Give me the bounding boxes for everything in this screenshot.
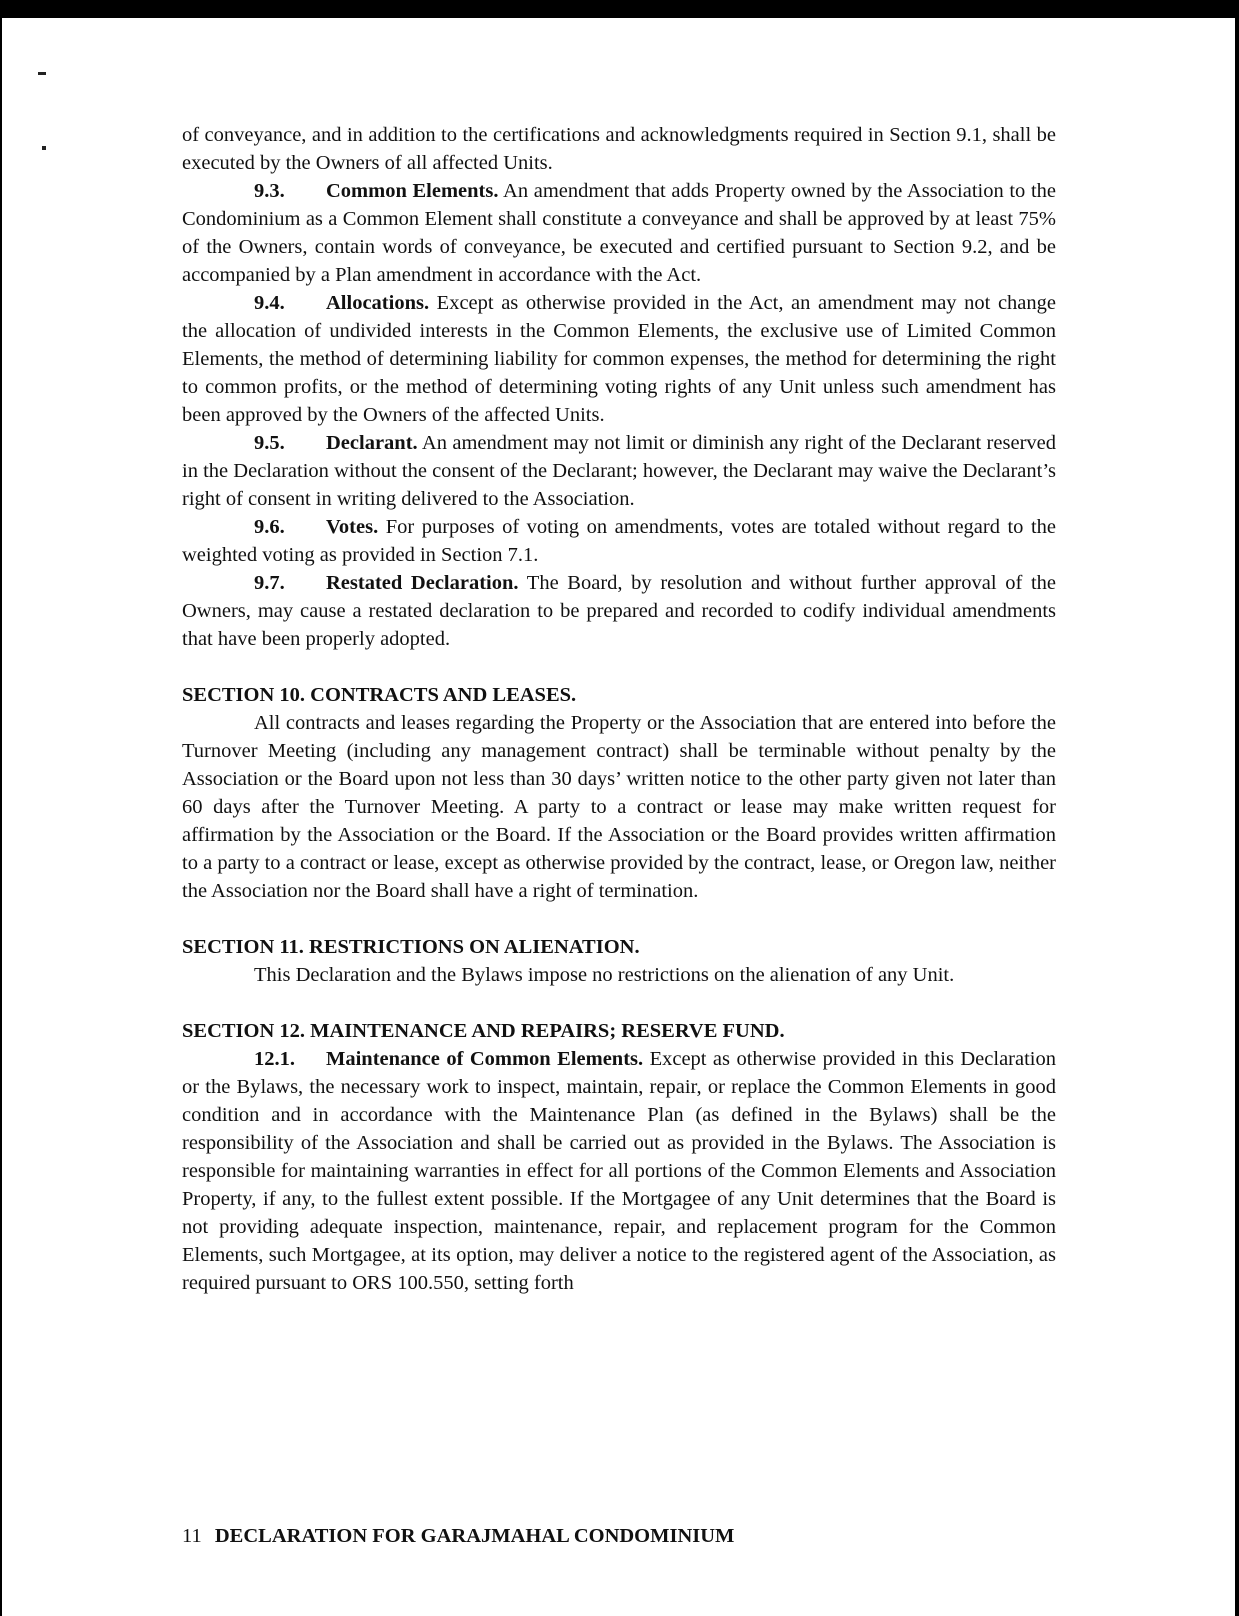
section-number: 9.7. xyxy=(254,572,285,594)
scan-speck xyxy=(38,72,46,75)
section-number: 9.6. xyxy=(254,516,285,538)
scan-top-border xyxy=(0,0,1239,18)
section-9-5 xyxy=(182,429,1056,513)
paragraph-continuation: of conveyance, and in addition to the certifications and acknowledgments required in Section 9.1, shall be executed by the Owners of all affected Units. xyxy=(182,124,1056,174)
document-page xyxy=(182,121,1056,1297)
section-text: The Board, by resolution and without further approval of the Owners, may cause a restated declaration to be prepared and recorded to codify individual amendments that have been properly adopted. xyxy=(182,572,1056,650)
section-number: 12.1. xyxy=(254,1048,295,1070)
scan-left-border xyxy=(0,18,2,1616)
scan-speck xyxy=(42,146,46,150)
section-number: 9.3. xyxy=(254,180,285,202)
section-title: Common Elements. xyxy=(326,180,499,202)
page-footer xyxy=(182,1522,734,1550)
section-11-body: This Declaration and the Bylaws impose no restrictions on the alienation of any Unit. xyxy=(254,964,955,986)
section-title: Declarant. xyxy=(326,432,418,454)
document-title: DECLARATION FOR GARAJMAHAL CONDOMINIUM xyxy=(214,1525,735,1547)
section-title: Maintenance of Common Elements. xyxy=(326,1048,644,1070)
page-number: 11 xyxy=(182,1525,202,1547)
section-12-1 xyxy=(182,1045,1056,1297)
section-11-heading: SECTION 11. RESTRICTIONS ON ALIENATION. xyxy=(182,936,640,958)
section-text: For purposes of voting on amendments, votes are totaled without regard to the weighted voting as provided in Section 7.1. xyxy=(182,516,1056,566)
section-number: 9.4. xyxy=(254,292,285,314)
section-title: Allocations. xyxy=(326,292,430,314)
section-10-body: All contracts and leases regarding the Property or the Association that are entered into before the Turnover Meeting (including any management contract) shall be terminable without penalty by the Association or the Board upon not less than 30 days’ written notice to the other party given not later than 60 days after the Turnover Meeting. A party to a contract or lease may make written request for affirmation by the Association or the Board. If the Association or the Board provides written affirmation to a party to a contract or lease, except as otherwise provided by the contract, lease, or Oregon law, neither the Association nor the Board shall have a right of termination. xyxy=(182,712,1056,902)
section-9-3 xyxy=(182,177,1056,289)
section-title: Restated Declaration. xyxy=(326,572,519,594)
section-text: An amendment may not limit or diminish any right of the Declarant reserved in the Declaration without the consent of the Declarant; however, the Declarant may waive the Declarant’s right of consent in writing delivered to the Association. xyxy=(182,432,1056,510)
section-10-heading: SECTION 10. CONTRACTS AND LEASES. xyxy=(182,684,577,706)
section-9-7 xyxy=(182,569,1056,653)
section-9-4 xyxy=(182,289,1056,429)
section-number: 9.5. xyxy=(254,432,285,454)
section-9-6 xyxy=(182,513,1056,569)
section-text: Except as otherwise provided in this Declaration or the Bylaws, the necessary work to inspect, maintain, repair, or replace the Common Elements in good condition and in accordance with the Maintenance Plan (as defined in the Bylaws) shall be the responsibility of the Association and shall be carried out as provided in the Bylaws. The Association is responsible for maintaining warranties in effect for all portions of the Common Elements and Association Property, if any, to the fullest extent possible. If the Mortgagee of any Unit determines that the Board is not providing adequate inspection, maintenance, repair, and replacement program for the Common Elements, such Mortgagee, at its option, may deliver a notice to the registered agent of the Association, as required pursuant to ORS 100.550, setting forth xyxy=(182,1048,1056,1294)
section-12-heading: SECTION 12. MAINTENANCE AND REPAIRS; RESERVE FUND. xyxy=(182,1020,785,1042)
section-title: Votes. xyxy=(326,516,379,538)
section-text: Except as otherwise provided in the Act, an amendment may not change the allocation of undivided interests in the Common Elements, the exclusive use of Limited Common Elements, the method of determining liability for common expenses, the method for determining the right to common profits, or the method of determining voting rights of any Unit unless such amendment has been approved by the Owners of the affected Units. xyxy=(182,292,1056,426)
scan-right-border xyxy=(1235,18,1239,1616)
section-text: An amendment that adds Property owned by the Association to the Condominium as a Common Element shall constitute a conveyance and shall be approved by at least 75% of the Owners, contain words of conveyance, be executed and certified pursuant to Section 9.2, and be accompanied by a Plan amendment in accordance with the Act. xyxy=(182,180,1056,286)
